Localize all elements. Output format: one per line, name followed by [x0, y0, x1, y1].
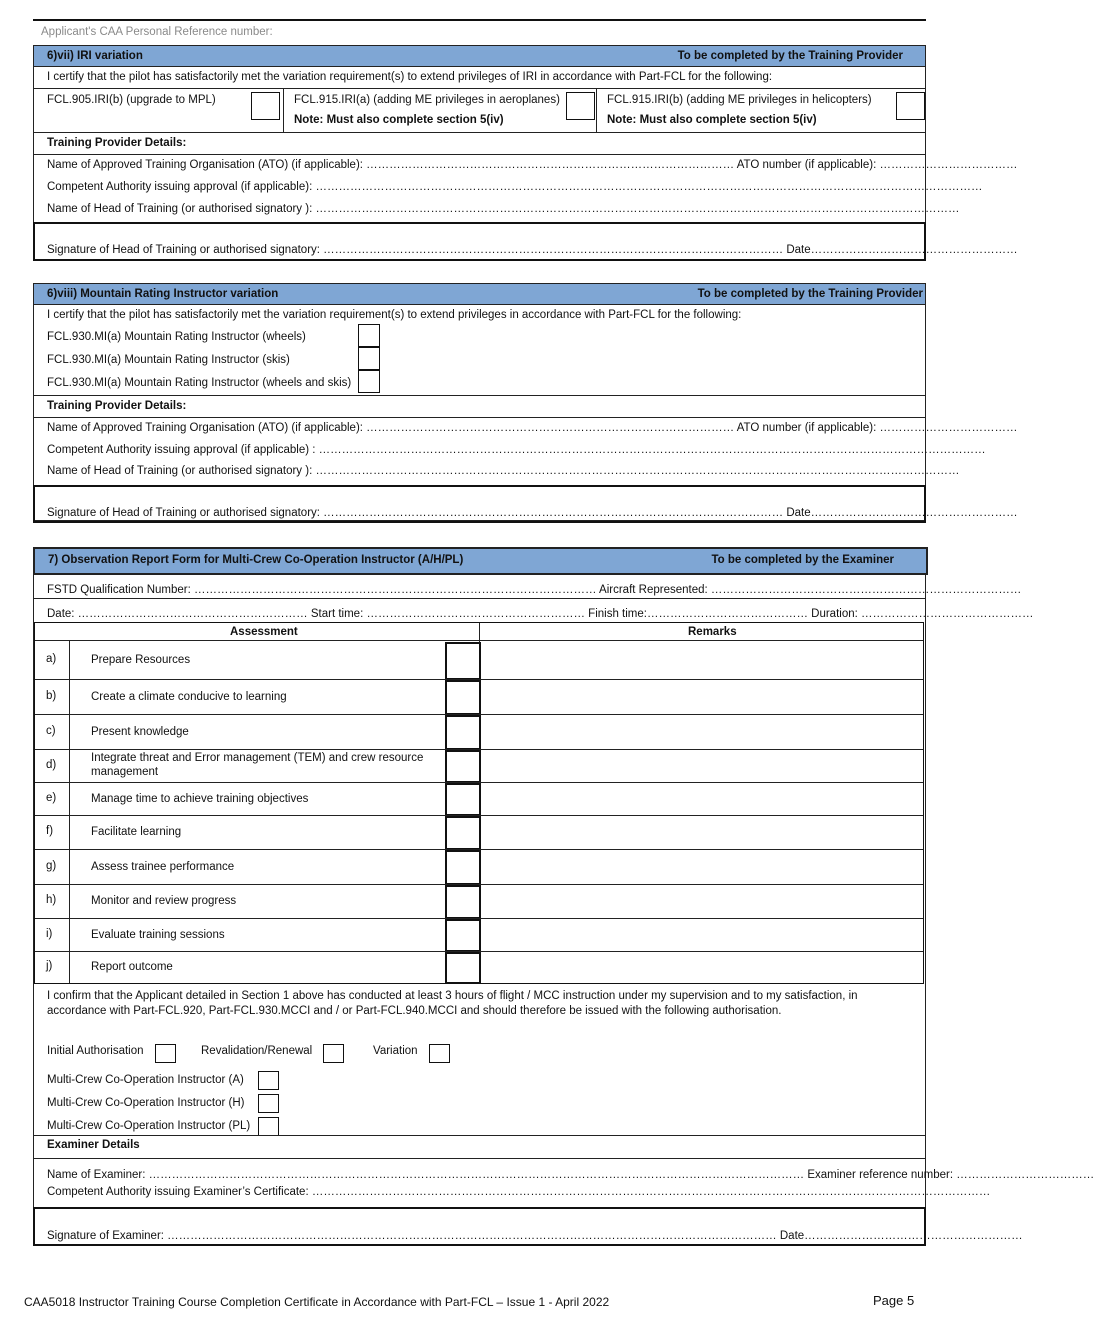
assessment-row-letter: i) — [46, 927, 53, 940]
mcci-h-checkbox[interactable] — [258, 1094, 279, 1113]
examiner-signature-field[interactable]: Signature of Examiner: …………………………………………………………………………………………………………………………………………… Date………………………………………………… — [47, 1230, 1023, 1242]
divider — [34, 1158, 925, 1159]
assessment-grade-box[interactable] — [445, 885, 481, 919]
mcci-h-label: Multi-Crew Co-Operation Instructor (H) — [47, 1097, 245, 1109]
date-time-field[interactable]: Date: …………………………………………………… Start time: ………………………………………………… Finish time:…………………………………… Duration: ……………………………………… — [47, 608, 1034, 620]
assessment-row-text: Present knowledge — [91, 725, 189, 738]
initial-authorisation-label: Initial Authorisation — [47, 1045, 144, 1057]
assessment-remarks-cell[interactable] — [481, 919, 921, 950]
divider — [34, 1135, 925, 1136]
assessment-remarks-cell[interactable] — [481, 642, 921, 678]
divider — [283, 88, 284, 132]
section-6viii-title: 6)viii) Mountain Rating Instructor variation — [47, 288, 279, 300]
assessment-grade-box[interactable] — [445, 816, 481, 850]
assessment-row-text: Assess trainee performance — [91, 860, 235, 873]
assessment-row-text: Facilitate learning — [91, 826, 182, 838]
assessment-remarks-cell[interactable] — [481, 783, 921, 814]
examiner-confirmation-text: I confirm that the Applicant detailed in Section 1 above has conducted at least 3 hours of flight / MCC instruction under my supervision and to my satisfaction, in accordance with Part-FCL.920, Part-FCL.930.MCCI and / or Part-FCL.940.MCCI and should therefore be issued with the following authorisation. — [47, 990, 858, 1017]
signature-box — [33, 1207, 1023, 1246]
ato-name-field[interactable]: Name of Approved Training Organisation (ATO) (if applicable): …………………………………………………………………………………… ATO number (if applicable): ……………………………… — [47, 422, 1018, 434]
assessment-grade-box[interactable] — [445, 783, 481, 816]
assessment-row-letter: j) — [46, 960, 53, 972]
mcci-a-checkbox[interactable] — [258, 1071, 279, 1090]
assessment-row-letter: d) — [46, 758, 57, 771]
mcci-pl-label: Multi-Crew Co-Operation Instructor (PL) — [47, 1120, 251, 1132]
mcci-pl-checkbox[interactable] — [258, 1117, 279, 1136]
mcci-a-label: Multi-Crew Co-Operation Instructor (A) — [47, 1074, 244, 1086]
competent-authority-field[interactable]: Competent Authority issuing approval (if applicable) : ………………………………………………………………………………………………………………………………………………………… — [47, 444, 986, 456]
assessment-row-text: Integrate threat and Error management (TEM) and crew resource management — [91, 751, 424, 778]
top-rule — [33, 19, 926, 21]
section-6vii-completed-by: To be completed by the Training Provider — [677, 50, 903, 62]
assessment-grade-box[interactable] — [445, 680, 481, 715]
assessment-row-text: Report outcome — [91, 961, 173, 973]
assessment-grade-box[interactable] — [445, 750, 481, 783]
signature-field[interactable]: Signature of Head of Training or authorised signatory: ………………………………………………………………………………………………………… Date……………………………………………… — [47, 244, 1018, 256]
signature-field[interactable]: Signature of Head of Training or authorised signatory: ………………………………………………………………………………………………………… Date……………………………………………… — [47, 507, 1018, 519]
training-provider-details-label: Training Provider Details: — [47, 137, 187, 149]
iri-option-aeroplanes: FCL.915.IRI(a) (adding ME privileges in aeroplanes) — [294, 94, 560, 106]
assessment-row-letter: b) — [46, 689, 57, 702]
assessment-remarks-cell[interactable] — [481, 885, 921, 917]
initial-authorisation-checkbox[interactable] — [155, 1044, 176, 1063]
assessment-grade-box[interactable] — [445, 715, 481, 750]
ato-name-field[interactable]: Name of Approved Training Organisation (ATO) (if applicable): …………………………………………………………………………………… ATO number (if applicable): ……………………………… — [47, 159, 1018, 171]
remarks-column-header: Remarks — [688, 626, 737, 638]
signature-box — [33, 222, 1018, 261]
examiner-name-field[interactable]: Name of Examiner: ……………………………………………………………………………………………………………………………………………………… Examiner reference number: ……………………………… — [47, 1169, 1094, 1181]
assessment-row-letter: a) — [46, 653, 57, 665]
section-6viii-header — [33, 283, 926, 305]
iri-helicopters-checkbox[interactable] — [896, 92, 925, 120]
assessment-row-text: Monitor and review progress — [91, 895, 237, 907]
iri-option-helicopters: FCL.915.IRI(b) (adding ME privileges in helicopters) — [607, 94, 872, 106]
fstd-qualification-field[interactable]: FSTD Qualification Number: …………………………………………………………………………………………… Aircraft Represented: ……………………………………………………………………… — [47, 584, 1022, 596]
mi-option-wheels: FCL.930.MI(a) Mountain Rating Instructor (wheels) — [47, 331, 306, 343]
revalidation-checkbox[interactable] — [323, 1044, 344, 1063]
assessment-grade-box[interactable] — [445, 850, 481, 885]
assessment-row-letter: c) — [46, 724, 56, 737]
training-provider-details-label: Training Provider Details: — [47, 400, 187, 412]
examiner-authority-field[interactable]: Competent Authority issuing Examiner’s Certificate: …………………………………………………………………………………………………………………………………………………………… — [47, 1186, 991, 1198]
mi-option-skis: FCL.930.MI(a) Mountain Rating Instructor (skis) — [47, 354, 290, 366]
section-6vii-certify: I certify that the pilot has satisfactorily met the variation requirement(s) to extend privileges of IRI in accordance with Part-FCL for the following: — [47, 71, 773, 83]
head-of-training-field[interactable]: Name of Head of Training (or authorised signatory ): …………………………………………………………………………………………………………………………………………………… — [47, 465, 960, 477]
iri-helicopters-note: Note: Must also complete section 5(iv) — [607, 114, 817, 126]
assessment-remarks-cell[interactable] — [481, 715, 921, 748]
assessment-remarks-cell[interactable] — [481, 816, 921, 848]
assessment-remarks-cell[interactable] — [481, 850, 921, 883]
assessment-remarks-cell[interactable] — [481, 952, 921, 982]
assessment-remarks-cell[interactable] — [481, 680, 921, 713]
assessment-row-letter: g) — [46, 859, 57, 872]
divider — [34, 417, 925, 418]
section-6vii-header — [33, 45, 926, 67]
section-6viii-certify: I certify that the pilot has satisfactorily met the variation requirement(s) to extend privileges in accordance with Part-FCL for the following: — [47, 309, 742, 321]
assessment-row-letter: f) — [46, 825, 54, 837]
page-number: Page 5 — [873, 1293, 915, 1308]
assessment-row-text: Evaluate training sessions — [91, 928, 225, 941]
section-6viii-completed-by: To be completed by the Training Provider — [697, 288, 923, 300]
footer-text: CAA5018 Instructor Training Course Completion Certificate in Accordance with Part-FCL – Issue 1 - April 2022 — [24, 1295, 610, 1309]
mi-wheels-skis-checkbox[interactable] — [358, 370, 380, 393]
mi-option-wheels-skis: FCL.930.MI(a) Mountain Rating Instructor (wheels and skis) — [47, 377, 352, 389]
assessment-row-letter: h) — [46, 894, 57, 906]
assessment-row-text: Prepare Resources — [91, 654, 191, 666]
variation-checkbox[interactable] — [429, 1044, 450, 1063]
iri-mpl-checkbox[interactable] — [251, 92, 280, 120]
section-6vii-title: 6)vii) IRI variation — [47, 50, 143, 62]
revalidation-label: Revalidation/Renewal — [201, 1045, 313, 1057]
assessment-row-letter: e) — [46, 791, 57, 804]
assessment-grade-box[interactable] — [445, 952, 481, 984]
divider — [34, 598, 925, 599]
mi-wheels-checkbox[interactable] — [358, 324, 380, 347]
iri-aeroplanes-checkbox[interactable] — [566, 92, 595, 120]
variation-label: Variation — [373, 1045, 418, 1057]
competent-authority-field[interactable]: Competent Authority issuing approval (if applicable): ………………………………………………………………………………………………………………………………………………………… — [47, 181, 983, 193]
assessment-column-header: Assessment — [230, 626, 298, 638]
assessment-grade-box[interactable] — [445, 642, 481, 680]
mi-skis-checkbox[interactable] — [358, 347, 380, 370]
divider — [34, 88, 925, 89]
divider — [34, 132, 925, 133]
assessment-row-text: Create a climate conducive to learning — [91, 690, 287, 703]
examiner-details-label: Examiner Details — [47, 1139, 140, 1151]
section-7-header — [33, 547, 928, 575]
assessment-grade-box[interactable] — [445, 919, 481, 952]
divider — [34, 395, 925, 396]
iri-option-mpl: FCL.905.IRI(b) (upgrade to MPL) — [47, 94, 216, 106]
divider — [596, 88, 597, 132]
divider — [34, 154, 925, 155]
caa-reference-label: Applicant's CAA Personal Reference number: — [41, 26, 273, 38]
assessment-remarks-cell[interactable] — [481, 750, 921, 781]
section-7-completed-by: To be completed by the Examiner — [711, 554, 894, 566]
iri-aeroplanes-note: Note: Must also complete section 5(iv) — [294, 114, 504, 126]
assessment-row-text: Manage time to achieve training objectives — [91, 792, 309, 805]
head-of-training-field[interactable]: Name of Head of Training (or authorised signatory ): …………………………………………………………………………………………………………………………………………………… — [47, 203, 960, 215]
divider — [69, 641, 70, 983]
section-7-title: 7) Observation Report Form for Multi-Crew Co-Operation Instructor (A/H/PL) — [48, 554, 464, 566]
signature-box — [33, 485, 1018, 523]
